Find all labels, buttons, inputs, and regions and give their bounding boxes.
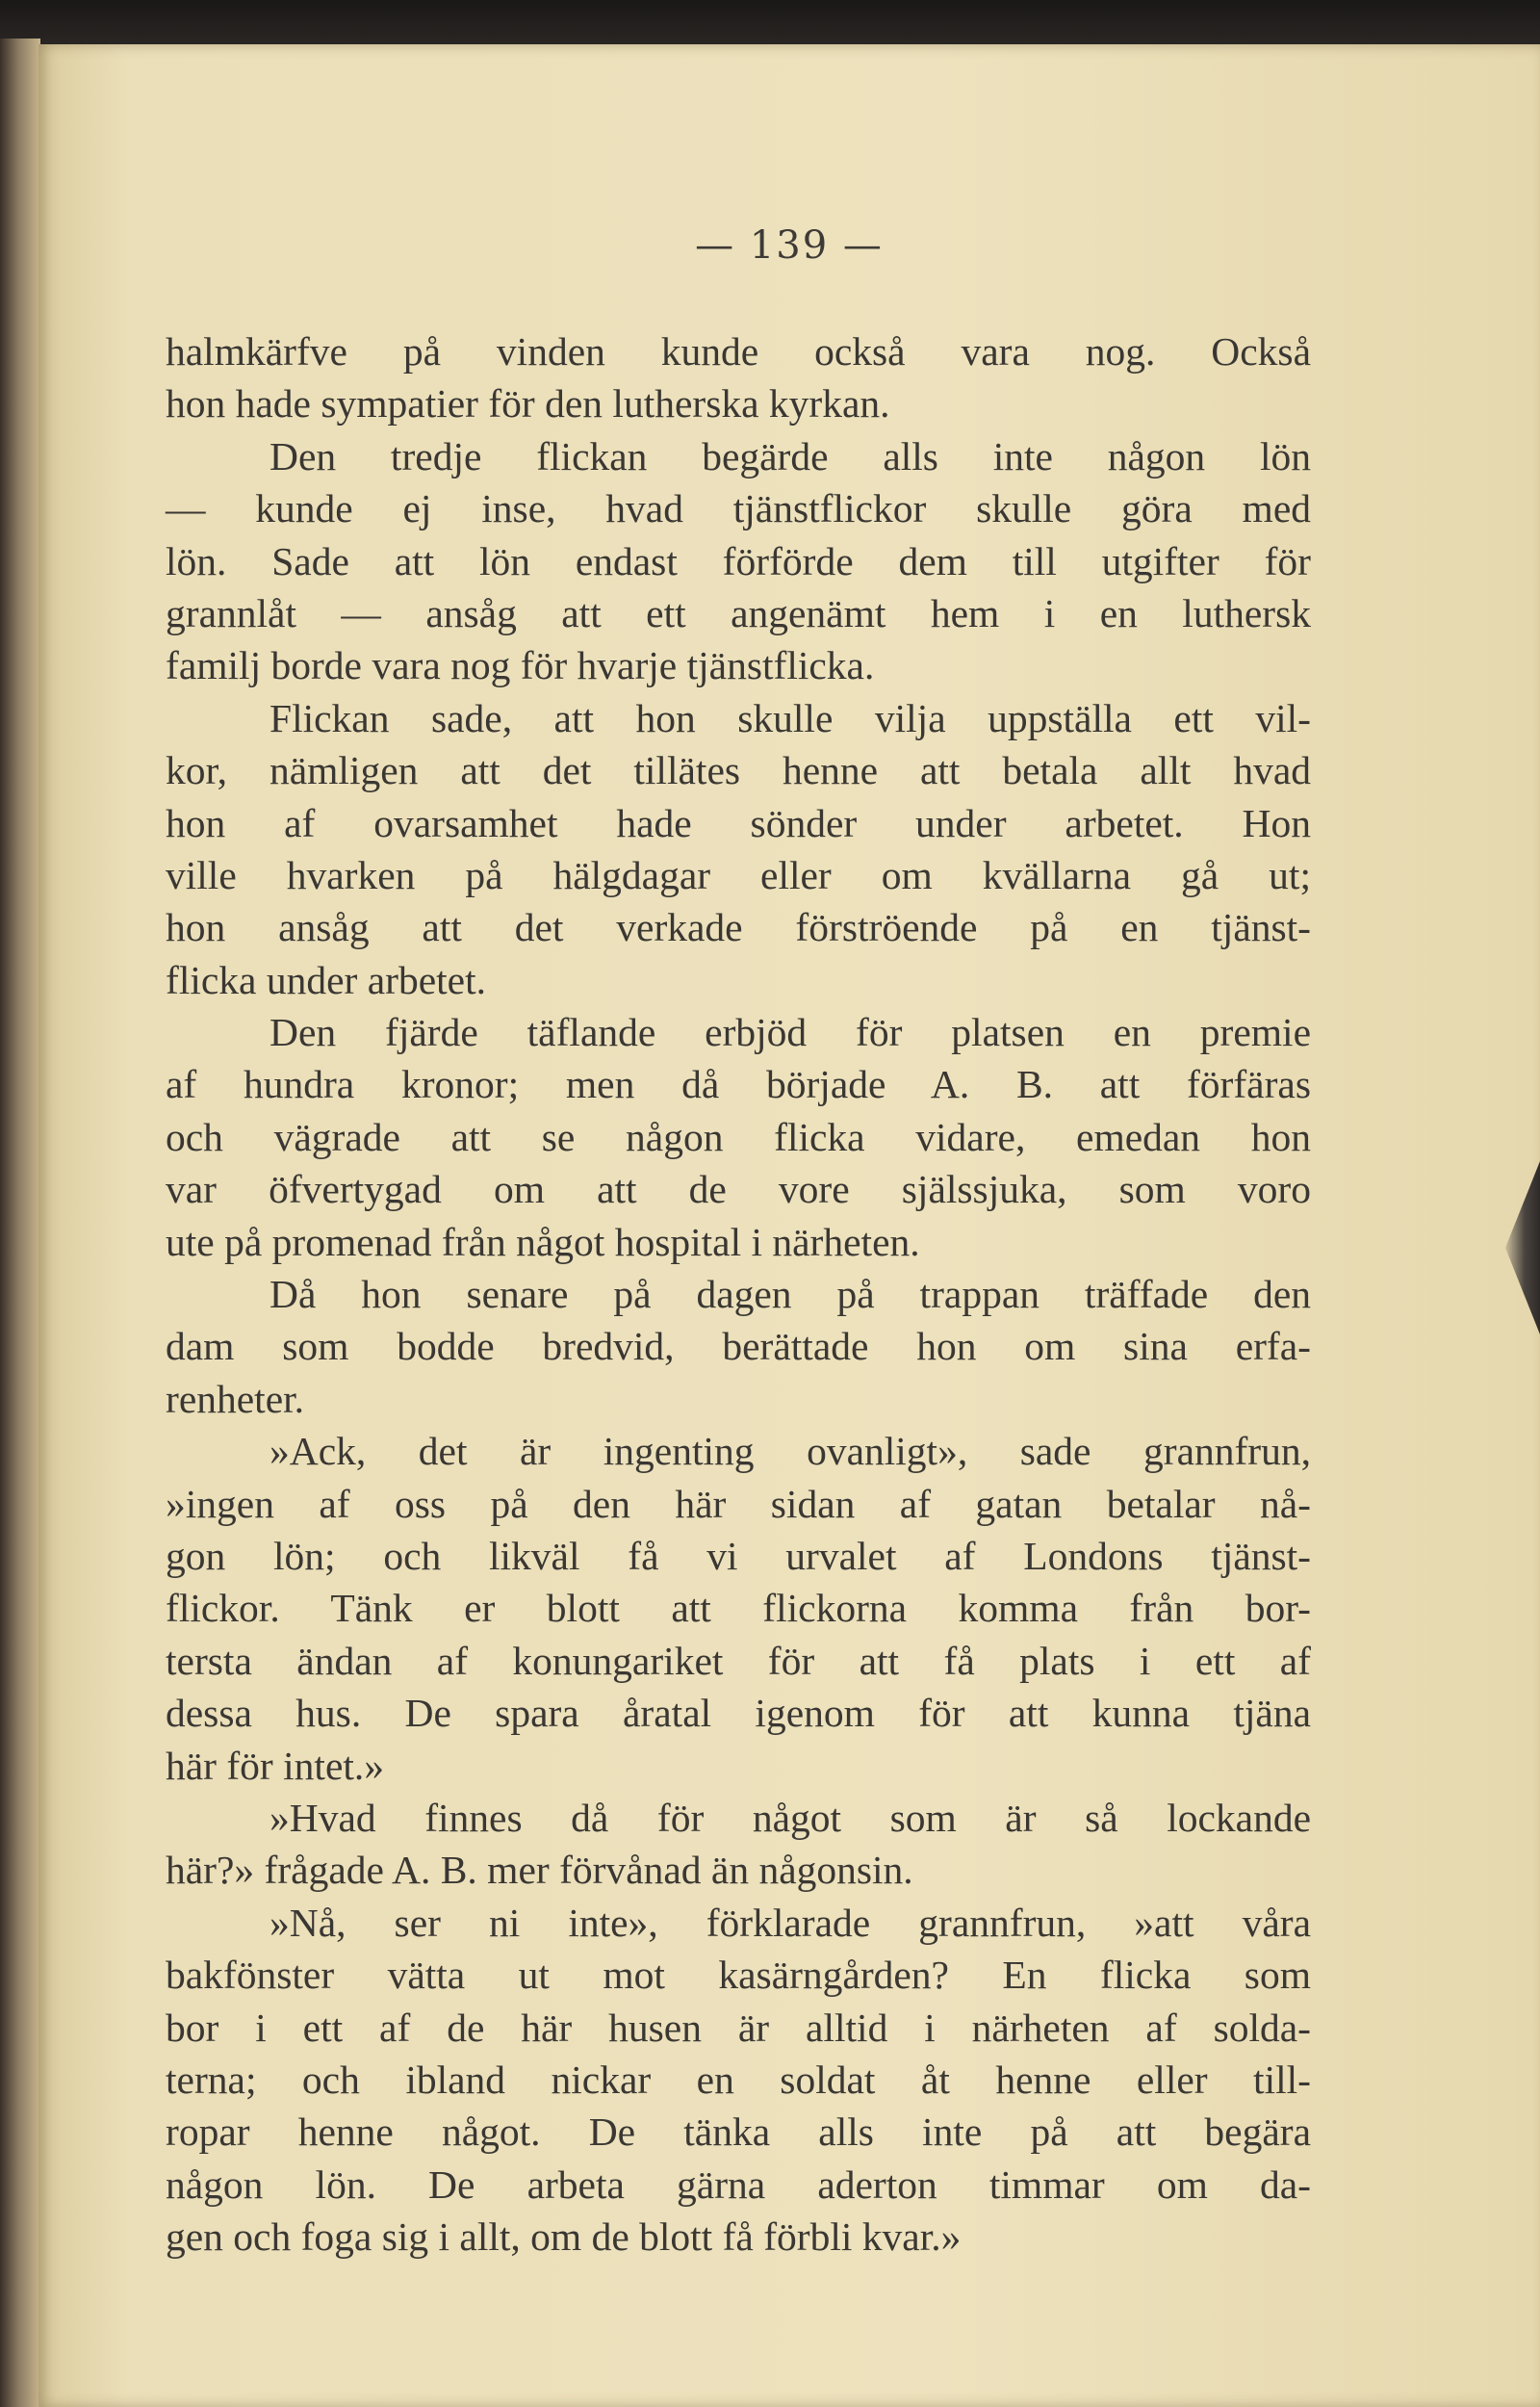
text-line: gon lön; och likväl få vi urvalet af Londons tjänst- — [166, 1533, 1311, 1578]
text-line: dam som bodde bredvid, berättade hon om sina erfa- — [166, 1324, 1311, 1369]
text-line: flickor. Tänk er blott att flickorna komma från bor- — [166, 1586, 1311, 1631]
text-line: hon hade sympatier för den lutherska kyrkan. — [166, 381, 890, 427]
text-line: Den tredje flickan begärde alls inte någon lön — [270, 433, 1311, 479]
text-line: här för intet.» — [166, 1743, 385, 1788]
text-line: Den fjärde täflande erbjöd för platsen en premie — [270, 1010, 1311, 1055]
text-line: »Ack, det är ingenting ovanligt», sade grannfrun, — [270, 1429, 1311, 1474]
text-line: familj borde vara nog för hvarje tjänstflicka. — [166, 643, 875, 688]
text-line: var öfvertygad om att de vore själssjuka, som voro — [166, 1167, 1311, 1212]
book-page — [38, 44, 1540, 2407]
text-line: halmkärfve på vinden kunde också vara nog. Också — [166, 329, 1311, 374]
text-line: renheter. — [166, 1376, 305, 1421]
text-line: lön. Sade att lön endast förförde dem till utgifter för — [166, 538, 1311, 583]
text-line: tersta ändan af konungariket för att få plats i ett af — [166, 1638, 1311, 1683]
text-line: »Nå, ser ni inte», förklarade grannfrun, »att våra — [270, 1900, 1311, 1945]
text-line: ute på promenad från något hospital i närheten. — [166, 1219, 920, 1264]
text-line: hon af ovarsamhet hade sönder under arbetet. Hon — [166, 800, 1311, 845]
text-line: grannlåt — ansåg att ett angenämt hem i en luthersk — [166, 590, 1311, 635]
book-binding — [0, 39, 40, 2407]
text-line: ropar henne något. De tänka alls inte på att begära — [166, 2109, 1311, 2155]
text-line: Flickan sade, att hon skulle vilja uppställa ett vil- — [270, 695, 1311, 740]
text-line: kor, nämligen att det tillätes henne att betala allt hvad — [166, 748, 1311, 793]
text-line: och vägrade att se någon flicka vidare, emedan hon — [166, 1114, 1311, 1159]
page-edge-marker — [1502, 1161, 1540, 1334]
text-line: någon lön. De arbeta gärna aderton timmar om da- — [166, 2161, 1311, 2207]
text-line: bakfönster vätta ut mot kasärngården? En flicka som — [166, 1953, 1311, 1998]
text-line: Då hon senare på dagen på trappan träffade den — [270, 1272, 1311, 1317]
text-line: bor i ett af de här husen är alltid i närheten af solda- — [166, 2005, 1311, 2050]
page-number: — 139 — — [695, 223, 884, 268]
scanner-top-edge — [0, 0, 1540, 50]
text-line: här?» frågade A. B. mer förvånad än någonsin. — [166, 1848, 913, 1893]
text-line: terna; och ibland nickar en soldat åt henne eller till- — [166, 2057, 1311, 2102]
text-line: »Hvad finnes då för något som är så lockande — [270, 1795, 1311, 1840]
text-line: hon ansåg att det verkade förströende på en tjänst- — [166, 905, 1311, 950]
text-line: — kunde ej inse, hvad tjänstflickor skulle göra med — [166, 486, 1311, 531]
text-line: gen och foga sig i allt, om de blott få förbli kvar.» — [166, 2214, 962, 2260]
text-line: af hundra kronor; men då började A. B. att förfäras — [166, 1062, 1311, 1107]
text-line: ville hvarken på hälgdagar eller om kvällarna gå ut; — [166, 852, 1311, 897]
text-line: flicka under arbetet. — [166, 957, 486, 1002]
text-line: dessa hus. De spara åratal igenom för att kunna tjäna — [166, 1691, 1311, 1736]
text-line: »ingen af oss på den här sidan af gatan betalar nå- — [166, 1481, 1311, 1526]
body-text — [166, 325, 1311, 2263]
